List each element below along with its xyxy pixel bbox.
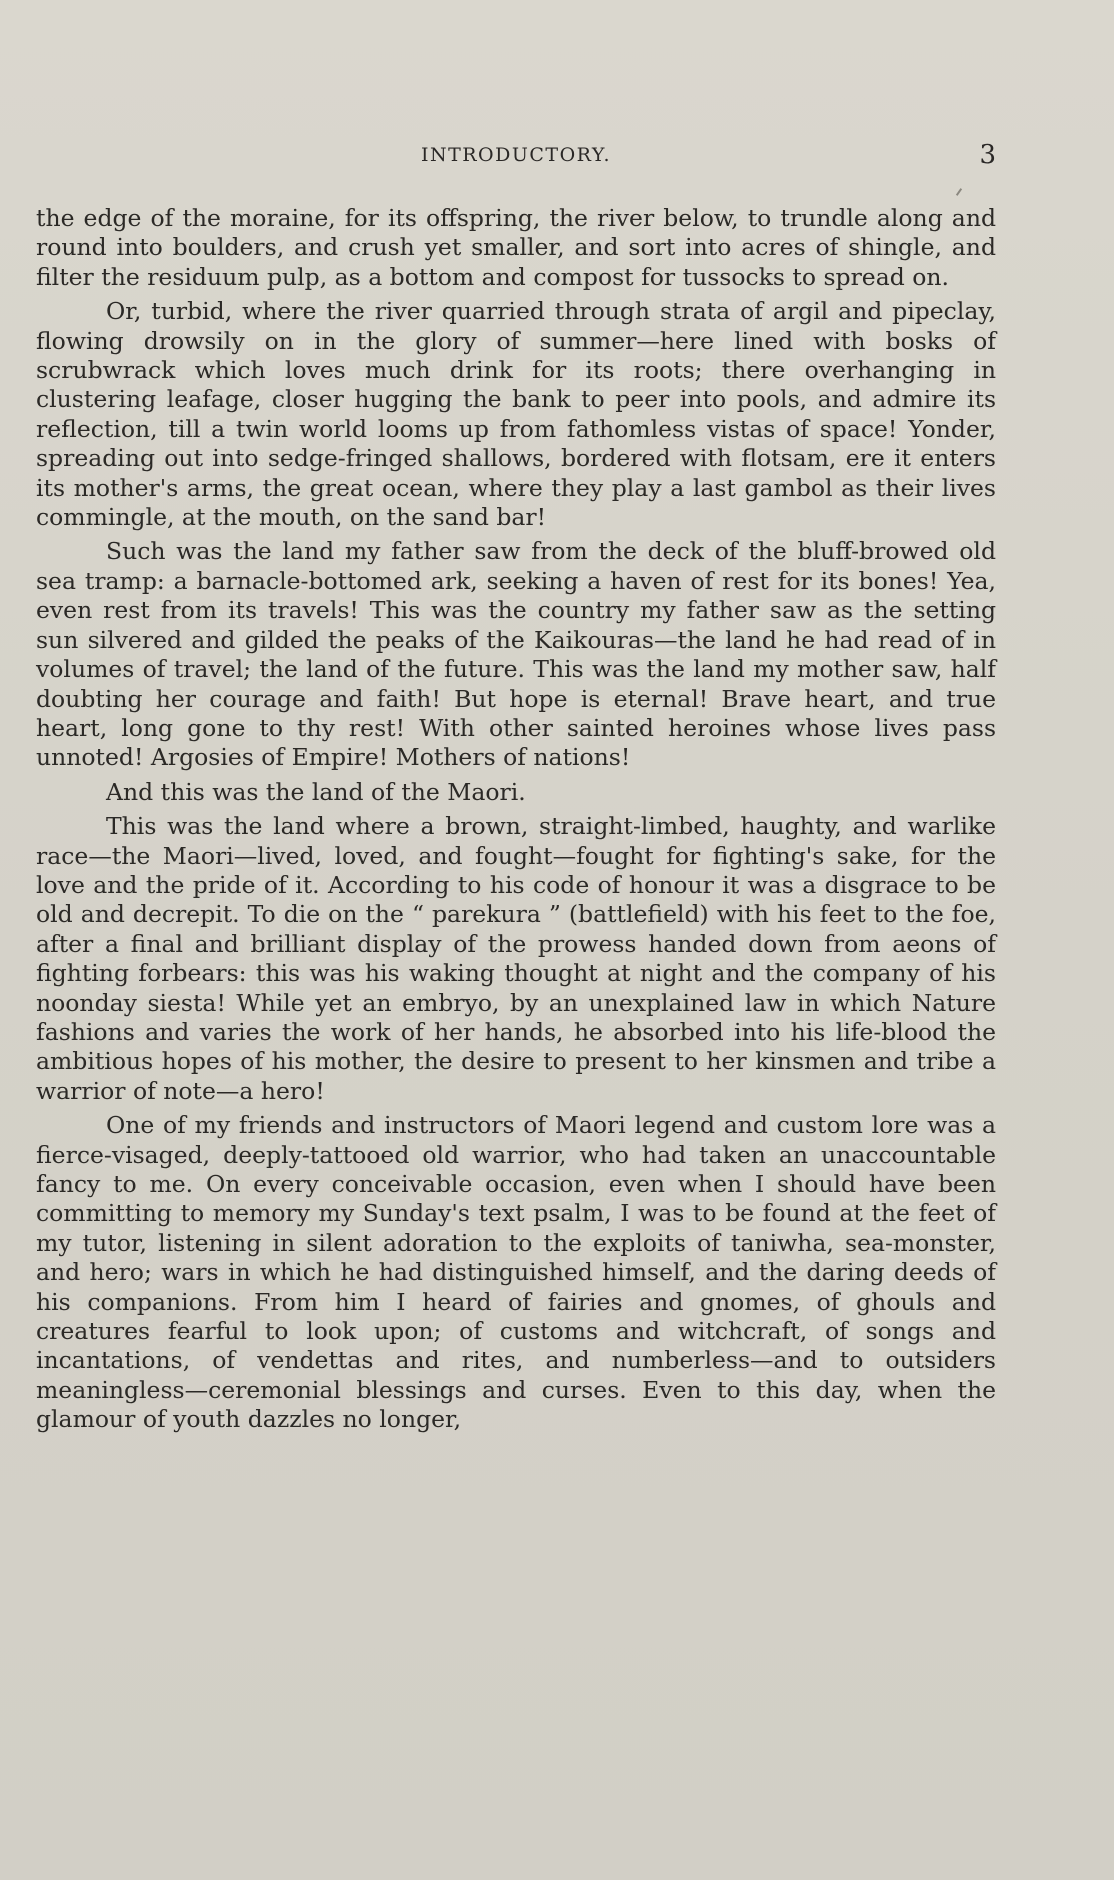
paragraph-2: Or, turbid, where the river quarried through strata of argil and pipeclay, flowing drowsily on in the glory of summer—here lined with bosks of scrubwrack which loves much drink for its roots; there overhanging in clustering leafage, closer hugging the bank to peer into pools, and admire its reflection, till a twin world looms up from fathomless vistas of space! Yonder, spreading out into sedge-fringed shallows, bordered with flotsam, ere it enters its mother's arms, the great ocean, where they play a last gambol as their lives commingle, at the mouth, on the sand bar! (36, 297, 996, 532)
paragraph-5: This was the land where a brown, straight-limbed, haughty, and warlike race—the Maori—lived, loved, and fought—fought for fighting's sake, for the love and the pride of it. According to his code of honour it was a disgrace to be old and decrepit. To die on the “ parekura ” (battlefield) with his feet to the foe, after a final and brilliant display of the prowess handed down from aeons of fighting forbears: this was his waking thought at night and the company of his noonday siesta! While yet an embryo, by an unexplained law in which Nature fashions and varies the work of her hands, he absorbed into his life-blood the ambitious hopes of his mother, the desire to present to her kinsmen and tribe a warrior of note—a hero! (36, 812, 996, 1105)
body-text (36, 204, 996, 1440)
page-number: 3 (979, 140, 996, 170)
page-header (36, 140, 996, 174)
paragraph-4: And this was the land of the Maori. (106, 777, 526, 806)
page-speck (956, 188, 962, 196)
running-head: INTRODUCTORY. (420, 144, 612, 166)
paragraph-3: Such was the land my father saw from the deck of the bluff-browed old sea tramp: a barnacle-bottomed ark, seeking a haven of rest for its bones! Yea, even rest from its travels! This was the country my father saw as the setting sun silvered and gilded the peaks of the Kaikouras—the land he had read of in volumes of travel; the land of the future. This was the land my mother saw, half doubting her courage and faith! But hope is eternal! Brave heart, and true heart, long gone to thy rest! With other sainted heroines whose lives pass unnoted! Argosies of Empire! Mothers of nations! (36, 537, 996, 772)
paragraph-1: the edge of the moraine, for its offspring, the river below, to trundle along and round into boulders, and crush yet smaller, and sort into acres of shingle, and filter the residuum pulp, as a bottom and compost for tussocks to spread on. (36, 204, 996, 291)
paragraph-6: One of my friends and instructors of Maori legend and custom lore was a fierce-visaged, deeply-tattooed old warrior, who had taken an unaccountable fancy to me. On every conceivable occasion, even when I should have been committing to memory my Sunday's text psalm, I was to be found at the feet of my tutor, listening in silent adoration to the exploits of taniwha, sea-monster, and hero; wars in which he had distinguished himself, and the daring deeds of his companions. From him I heard of fairies and gnomes, of ghouls and creatures fearful to look upon; of customs and witchcraft, of songs and incantations, of vendettas and rites, and numberless—and to outsiders meaningless—ceremonial blessings and curses. Even to this day, when the glamour of youth dazzles no longer, (36, 1111, 996, 1434)
